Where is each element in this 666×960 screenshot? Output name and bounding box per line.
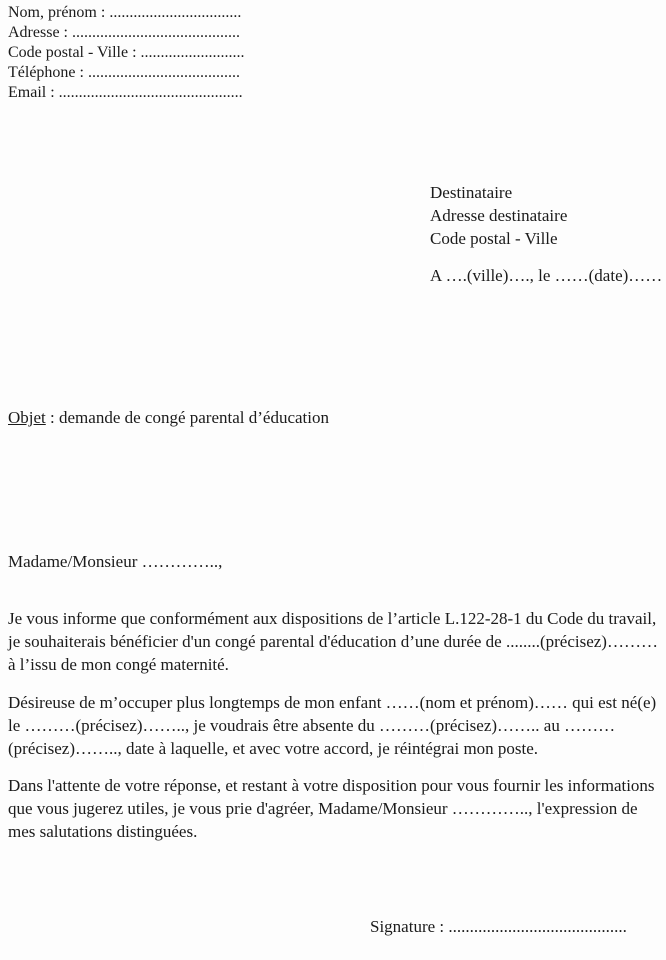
subject-line [8,406,329,429]
sender-phone-line: Téléphone : ...................................... [8,64,240,81]
subject-text: : demande de congé parental d’éducation [45,408,329,427]
subject-label: Objet [8,408,46,427]
body-paragraph-closing: Dans l'attente de votre réponse, et restant à votre disposition pour vous fournir les informations que vous jugerez utiles, je vous prie d'agréer, Madame/Monsieur ………….., l'expression de mes salutations distinguées. [8,776,655,841]
salutation-line: Madame/Monsieur ………….., [8,552,223,571]
sender-name-line: Nom, prénom : ................................. [8,4,242,21]
sender-email-line: Email : .............................................. [8,84,243,101]
sender-postal-city-line: Code postal - Ville : .......................... [8,44,245,61]
signature-line: Signature : .......................................... [370,917,627,936]
sender-block [8,3,245,103]
place-date-line: A ….(ville)…., le ……(date)…… [430,266,663,285]
recipient-name-line: Destinataire [430,183,513,202]
body-paragraph-request: Je vous informe que conformément aux dispositions de l’article L.122-28-1 du Code du travail, je souhaiterais bénéficier d'un congé parental d'éducation d’une durée de ........(précisez)……… à l’issu de mon congé maternité. [8,609,658,674]
body-paragraph-dates: Désireuse de m’occuper plus longtemps de mon enfant ……(nom et prénom)…… qui est né(e) le ………(précisez)…….., je voudrais être absente du ………(précisez)…….. au ………(précisez)…….., date à laquelle, et avec votre accord, je réintégrai mon poste. [8,693,657,758]
recipient-postal-city-line: Code postal - Ville [430,229,558,248]
recipient-address-line: Adresse destinataire [430,206,568,225]
sender-address-line: Adresse : .......................................... [8,24,240,41]
recipient-block [430,181,567,250]
